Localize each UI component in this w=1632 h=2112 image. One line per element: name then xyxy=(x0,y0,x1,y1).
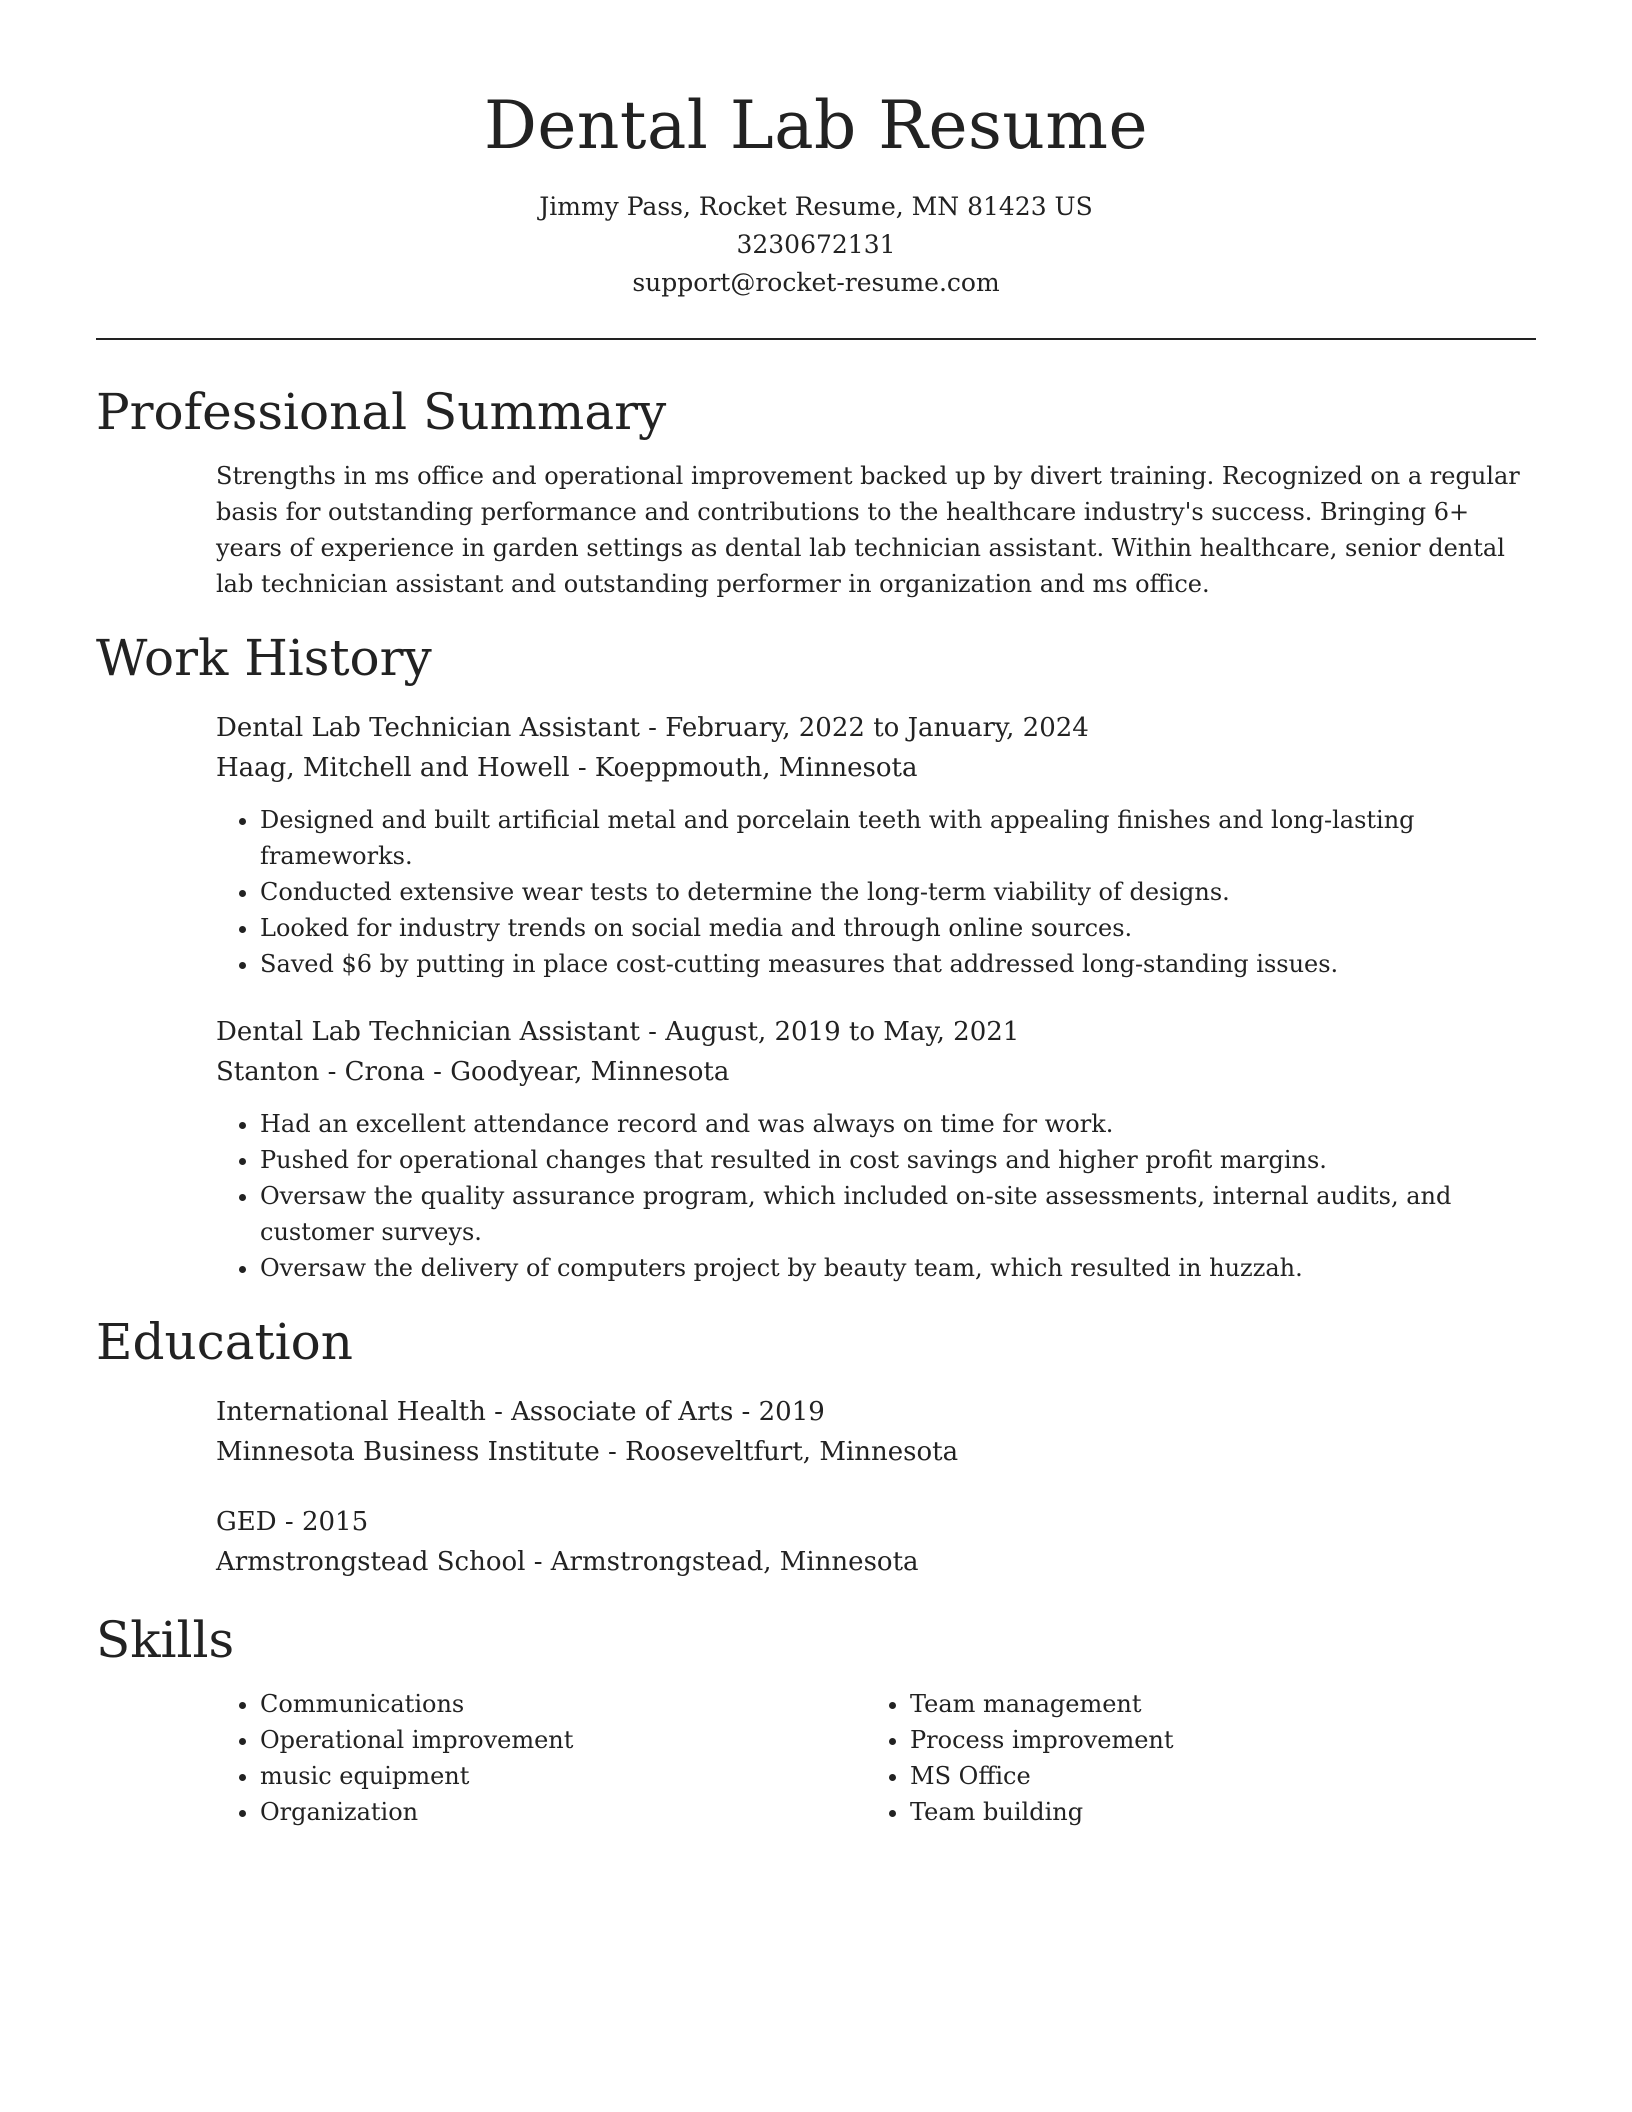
job-company-line xyxy=(216,748,1536,788)
job-bullet: • Designed and built artificial metal and porcelain teeth with appealing finishes and long-lasting frameworks. xyxy=(260,802,1536,874)
education-school: Armstrongstead School xyxy=(216,1547,526,1577)
skill-item: • Team building xyxy=(910,1794,1516,1830)
separator: - xyxy=(639,1017,666,1047)
education-entry xyxy=(216,1392,1536,1472)
education-location: Armstrongstead, Minnesota xyxy=(550,1547,919,1577)
separator: - xyxy=(569,753,595,783)
separator: - xyxy=(639,713,666,743)
header-divider xyxy=(96,338,1536,340)
education-degree-line xyxy=(216,1392,1536,1432)
job-bullet: • Had an excellent attendance record and was always on time for work. xyxy=(260,1106,1536,1142)
job-position: Dental Lab Technician Assistant xyxy=(216,713,640,743)
job-position: Dental Lab Technician Assistant xyxy=(216,1017,640,1047)
resume-header xyxy=(96,0,1536,302)
education-degree-line xyxy=(216,1502,1536,1542)
skill-item: • Communications xyxy=(260,1686,866,1722)
separator: - xyxy=(525,1547,551,1577)
job-company-line xyxy=(216,1052,1536,1092)
skill-item: • Organization xyxy=(260,1794,866,1830)
contact-address: Jimmy Pass, Rocket Resume, MN 81423 US xyxy=(539,192,1093,221)
skill-item: • Operational improvement xyxy=(260,1722,866,1758)
skills-list xyxy=(216,1686,1536,1830)
job-title-line xyxy=(216,708,1536,748)
job-company: Haag, Mitchell and Howell xyxy=(216,753,570,783)
resume-page xyxy=(96,0,1536,1830)
page-title: Dental Lab Resume xyxy=(483,87,1149,164)
job-bullet: • Pushed for operational changes that resulted in cost savings and higher profit margins. xyxy=(260,1142,1536,1178)
skills-heading: Skills xyxy=(96,1611,235,1669)
education-degree: International Health - Associate of Arts xyxy=(216,1397,734,1427)
job-entry xyxy=(216,708,1536,982)
separator: - xyxy=(733,1397,759,1427)
job-entry xyxy=(216,1012,1536,1286)
work-history-heading: Work History xyxy=(96,629,432,687)
education-location: Rooseveltfurt, Minnesota xyxy=(625,1437,959,1467)
job-bullets xyxy=(216,1106,1536,1286)
skills-column-right xyxy=(866,1686,1516,1830)
education-year: 2019 xyxy=(758,1397,825,1427)
education-entry xyxy=(216,1502,1536,1582)
job-dates: February, 2022 to January, 2024 xyxy=(665,713,1089,743)
education-school-line xyxy=(216,1542,1536,1582)
job-company: Stanton - Crona xyxy=(216,1057,425,1087)
separator: - xyxy=(599,1437,626,1467)
job-bullet: • Oversaw the quality assurance program, which included on-site assessments, internal audits, and customer surveys. xyxy=(260,1178,1536,1250)
summary-text: Strengths in ms office and operational improvement backed up by divert training. Recognized on a regular basis for outstanding performance and contributions to the healthcare industry's success. Bringing 6+ years of experience in garden settings as dental lab technician assistant. Within healthcare, senior dental lab technician assistant and outstanding performer in organization and ms office. xyxy=(216,462,1520,598)
summary-heading: Professional Summary xyxy=(96,383,667,441)
job-title-line xyxy=(216,1012,1536,1052)
education-school-line xyxy=(216,1432,1536,1472)
job-location: Goodyear, Minnesota xyxy=(450,1057,730,1087)
contact-block xyxy=(96,188,1536,302)
skill-item: • Process improvement xyxy=(910,1722,1516,1758)
education-heading: Education xyxy=(96,1313,353,1371)
contact-phone: 3230672131 xyxy=(736,230,896,259)
skills-column-left xyxy=(216,1686,866,1830)
separator: - xyxy=(276,1507,302,1537)
job-bullet: • Looked for industry trends on social media and through online sources. xyxy=(260,910,1536,946)
job-dates: August, 2019 to May, 2021 xyxy=(665,1017,1020,1047)
job-bullets xyxy=(216,802,1536,982)
job-bullet: • Oversaw the delivery of computers project by beauty team, which resulted in huzzah. xyxy=(260,1250,1536,1286)
education-year: 2015 xyxy=(301,1507,369,1537)
education-school: Minnesota Business Institute xyxy=(216,1437,600,1467)
job-bullet: • Saved $6 by putting in place cost-cutting measures that addressed long-standing issues. xyxy=(260,946,1536,982)
education-degree: GED xyxy=(216,1507,277,1537)
separator: - xyxy=(424,1057,451,1087)
skill-item: • Team management xyxy=(910,1686,1516,1722)
contact-email: support@rocket-resume.com xyxy=(632,268,1000,297)
job-bullet: • Conducted extensive wear tests to determine the long-term viability of designs. xyxy=(260,874,1536,910)
skill-item: • MS Office xyxy=(910,1758,1516,1794)
skill-item: • music equipment xyxy=(260,1758,866,1794)
job-location: Koeppmouth, Minnesota xyxy=(594,753,918,783)
